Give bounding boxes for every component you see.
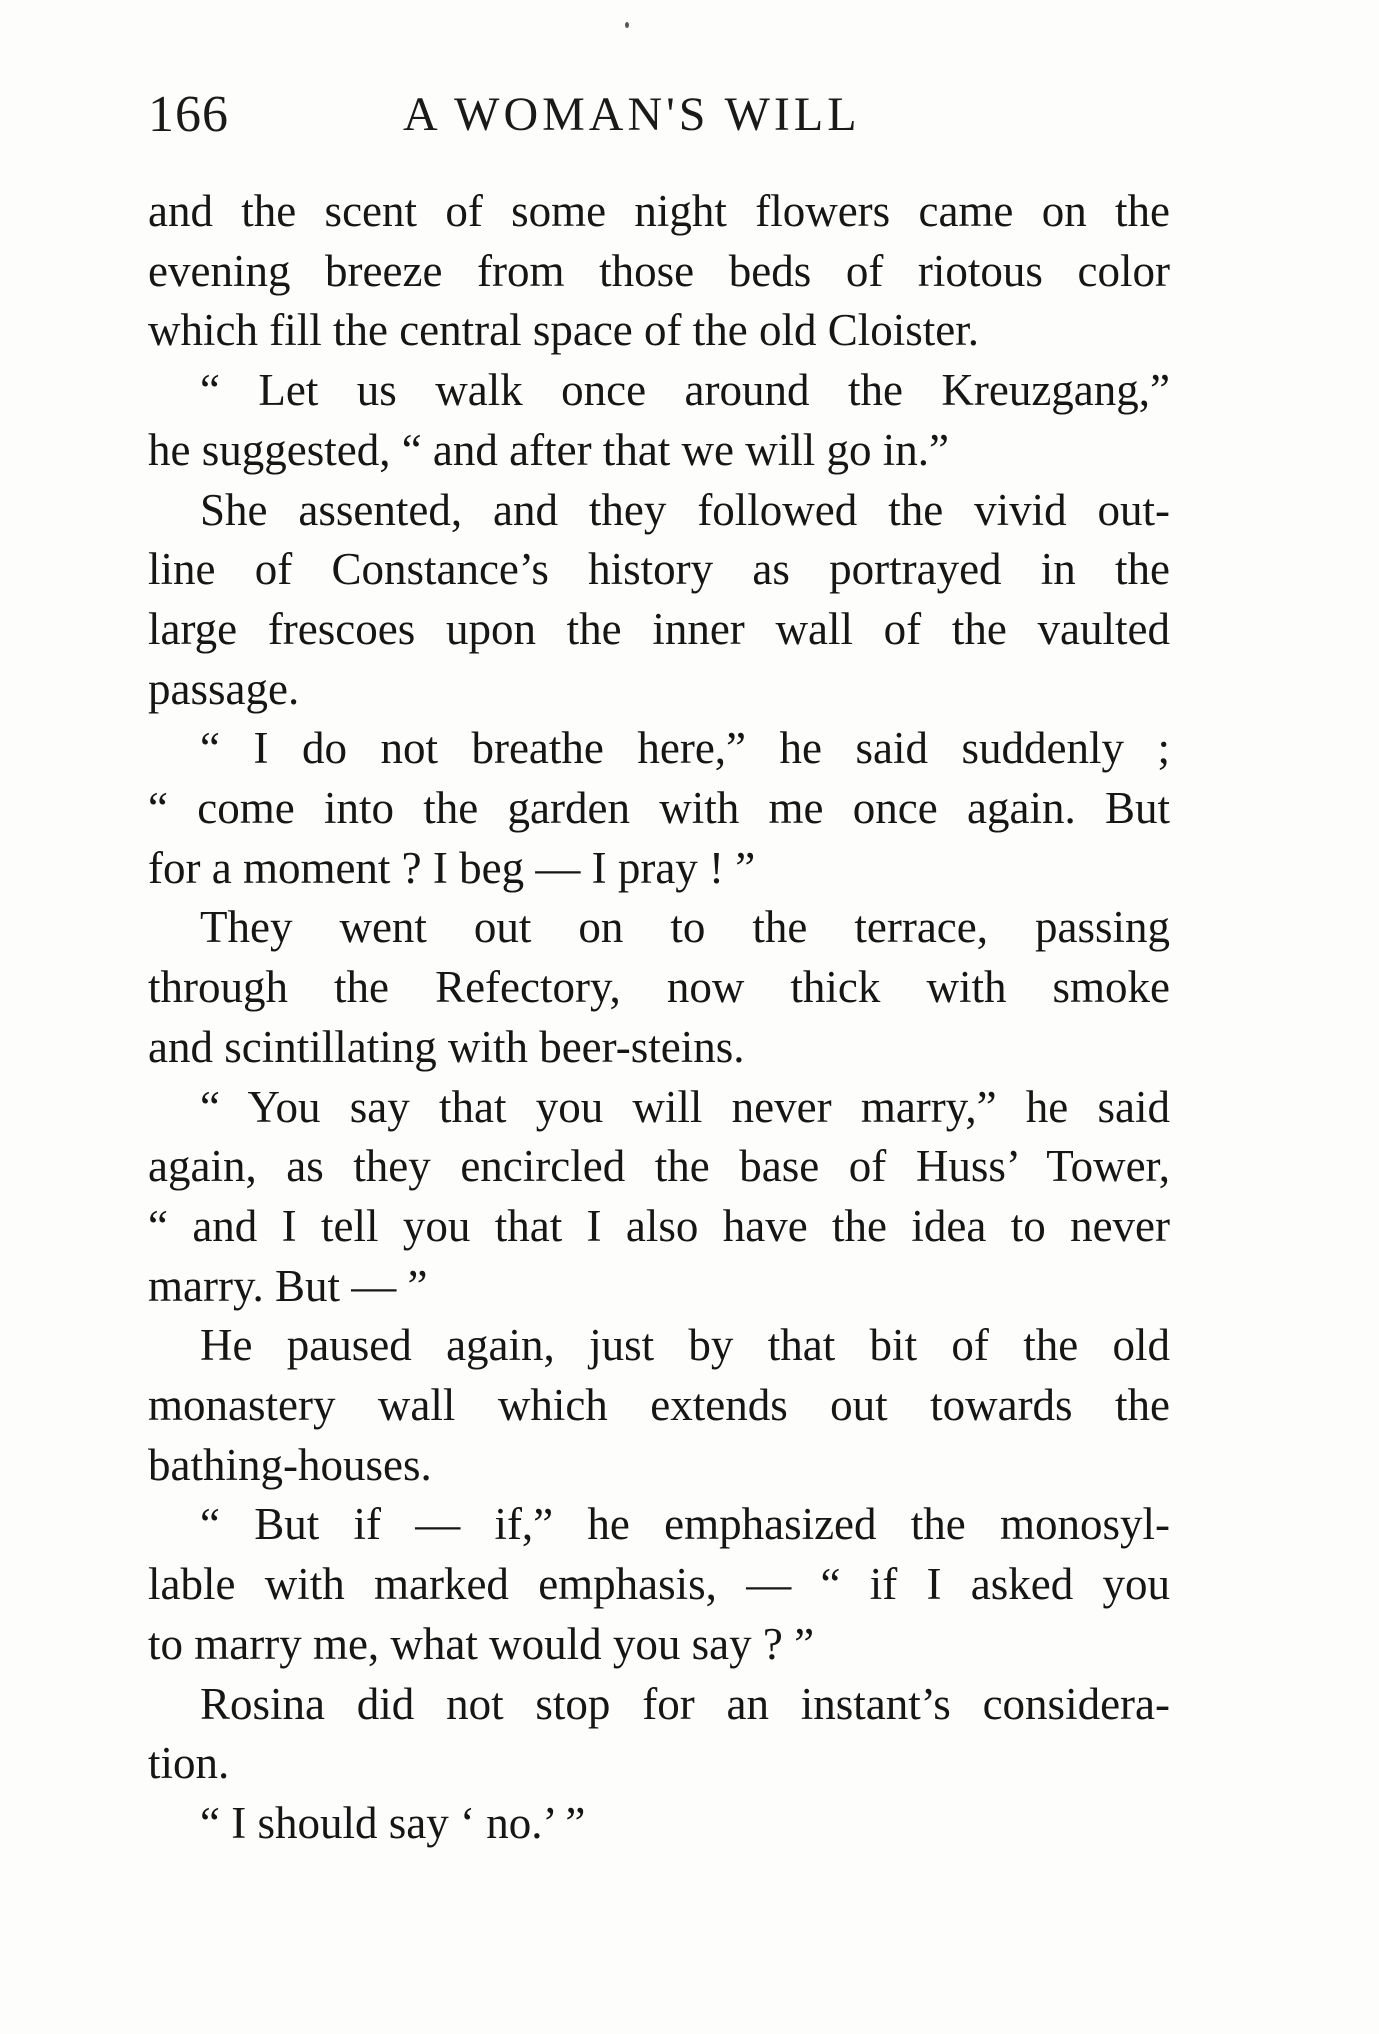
paragraph — [148, 898, 1170, 1077]
text-line: and scintillating with beer-steins. — [148, 1021, 745, 1072]
paragraph — [148, 1495, 1170, 1674]
text-line: large frescoes upon the inner wall of the vaulted — [148, 603, 1170, 654]
text-line: Rosina did not stop for an instant’s considera- — [200, 1678, 1170, 1729]
text-line: through the Refectory, now thick with smoke — [148, 962, 1170, 1013]
text-line: “ come into the garden with me once again. But — [148, 783, 1170, 834]
text-line: passage. — [148, 663, 300, 714]
text-line: and the scent of some night flowers came on the — [148, 186, 1170, 236]
text-line: he suggested, “ and after that we will go in.” — [148, 424, 949, 475]
text-line: tion. — [148, 1738, 230, 1789]
text-line: lable with marked emphasis, — “ if I asked you — [148, 1559, 1170, 1610]
paragraph — [148, 1316, 1170, 1495]
paragraph — [148, 719, 1170, 898]
text-line: marry. But — ” — [148, 1260, 428, 1311]
running-head — [148, 85, 1168, 165]
paragraph — [148, 361, 1170, 480]
text-line: evening breeze from those beds of riotous color — [148, 245, 1170, 296]
text-line: monastery wall which extends out towards the — [148, 1380, 1170, 1431]
paragraph — [148, 1794, 1170, 1854]
paragraph — [148, 481, 1170, 720]
text-line: bathing-houses. — [148, 1439, 432, 1490]
ink-speck — [625, 22, 629, 28]
text-line: “ I do not breathe here,” he said suddenly ; — [200, 723, 1170, 774]
running-title: A WOMAN'S WILL — [403, 88, 861, 141]
text-line: again, as they encircled the base of Huss’ Tower, — [148, 1141, 1170, 1192]
text-line: “ and I tell you that I also have the idea to never — [148, 1200, 1170, 1251]
text-line: “ But if — if,” he emphasized the monosyl- — [200, 1499, 1170, 1550]
text-line: which fill the central space of the old Cloister. — [148, 305, 980, 356]
text-line: They went out on to the terrace, passing — [200, 902, 1170, 953]
text-line: “ Let us walk once around the Kreuzgang,” — [200, 365, 1170, 416]
text-line: “ You say that you will never marry,” he said — [200, 1081, 1170, 1132]
text-line: She assented, and they followed the vivid out- — [200, 484, 1170, 535]
text-line: He paused again, just by that bit of the old — [200, 1320, 1170, 1371]
text-line: to marry me, what would you say ? ” — [148, 1618, 815, 1669]
body-text — [148, 182, 1170, 1854]
text-line: line of Constance’s history as portrayed in the — [148, 544, 1170, 595]
paragraph — [148, 1078, 1170, 1317]
paragraph — [148, 1675, 1170, 1794]
text-line: for a moment ? I beg — I pray ! ” — [148, 842, 756, 893]
page-number: 166 — [148, 86, 229, 143]
paragraph — [148, 182, 1170, 361]
text-line: “ I should say ‘ no.’ ” — [200, 1797, 586, 1848]
